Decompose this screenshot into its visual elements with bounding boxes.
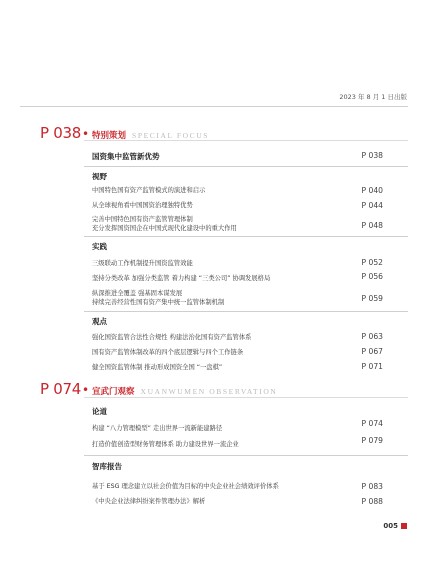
category-heading: 智库报告 [92,462,122,471]
section-bullet-icon: • [81,127,90,141]
entry-title: 坚持分类改革 加强分类监管 着力构建 “三类公司” 协调发展格局 [92,275,271,282]
entry-title: 三级联动工作机制提升国资监管效能 [92,260,193,267]
section-page-number[interactable]: P 038 [40,124,81,142]
entry-title: 国有资产监管体制改革的四个底层逻辑与四个工作链条 [92,349,244,356]
entry-page[interactable]: P 083 [361,482,383,491]
entry-title: 打造价值创造型财务管理体系 助力建设世界一流企业 [92,441,239,448]
category-heading: 观点 [92,317,107,326]
entry-page[interactable]: P 044 [361,201,383,210]
entry-page[interactable]: P 040 [361,186,383,195]
section-heading [40,124,209,144]
entry-page[interactable]: P 074 [361,419,383,428]
divider [84,236,408,237]
entry-page[interactable]: P 063 [361,332,383,341]
section-page-number[interactable]: P 074 [40,380,81,398]
section-bullet-icon: • [81,383,90,397]
entry-page[interactable]: P 071 [361,362,383,371]
section-english-title: SPECIAL FOCUS [132,131,210,140]
entry-page[interactable]: P 059 [361,294,383,303]
section-title[interactable]: 宣武门观察 [92,387,135,397]
entry-title: 基于 ESG 理念建立以社会价值为目标的中央企业社会绩效评价体系 [92,483,279,490]
entry-title: 中国特色国有资产监管模式的演进和启示 [92,187,206,194]
divider [84,311,408,312]
section-rule [84,140,408,141]
section-rule [84,397,408,398]
lead-article-title[interactable]: 国资集中监管新优势 [92,152,160,161]
entry-title-line: 持续完善经营性国有资产集中统一监管体制机制 [92,299,225,306]
folio-number: 005 [383,522,398,530]
entry-page[interactable]: P 056 [361,272,383,281]
entry-title: 强化国资监管合法性合规性 构建法治化国有资产监管体系 [92,334,252,341]
section-english-title: XUANWUMEN OBSERVATION [140,387,278,396]
section-title[interactable]: 特别策划 [92,131,127,141]
entry-page[interactable]: P 079 [361,436,383,445]
publish-date: 2023 年 8 月 1 日出版 [339,93,407,101]
entry-title: 从全球视角看中国国资治理独特优势 [92,202,193,209]
entry-page[interactable]: P 052 [361,258,383,267]
entry-page[interactable]: P 088 [361,497,383,506]
entry-page[interactable]: P 067 [361,347,383,356]
divider [84,166,408,167]
category-heading: 实践 [92,242,107,251]
entry-title-line: 充分发挥国资国企在中国式现代化建设中的重大作用 [92,225,237,232]
lead-article-page[interactable]: P 038 [361,151,383,160]
header-rule [20,106,408,107]
entry-title-line: 完善中国特色国有资产监管管理体制 [92,216,193,223]
entry-title: 构建 “八力管理模型” 走出世界一流新能建路径 [92,425,223,432]
entry-title: 健全国资监管体制 推动形成国资全国 “一盘棋” [92,364,223,371]
entry-title-line: 纵深推进全覆盖 强基固本谋发展 [92,290,183,297]
page-folio [383,522,407,530]
divider [84,455,408,456]
entry-page[interactable]: P 048 [361,221,383,230]
red-square-icon [401,523,407,529]
category-heading: 视野 [92,172,107,181]
category-heading: 论道 [92,407,107,416]
entry-title: 《中央企业法律纠纷案件管理办法》解析 [92,498,206,505]
